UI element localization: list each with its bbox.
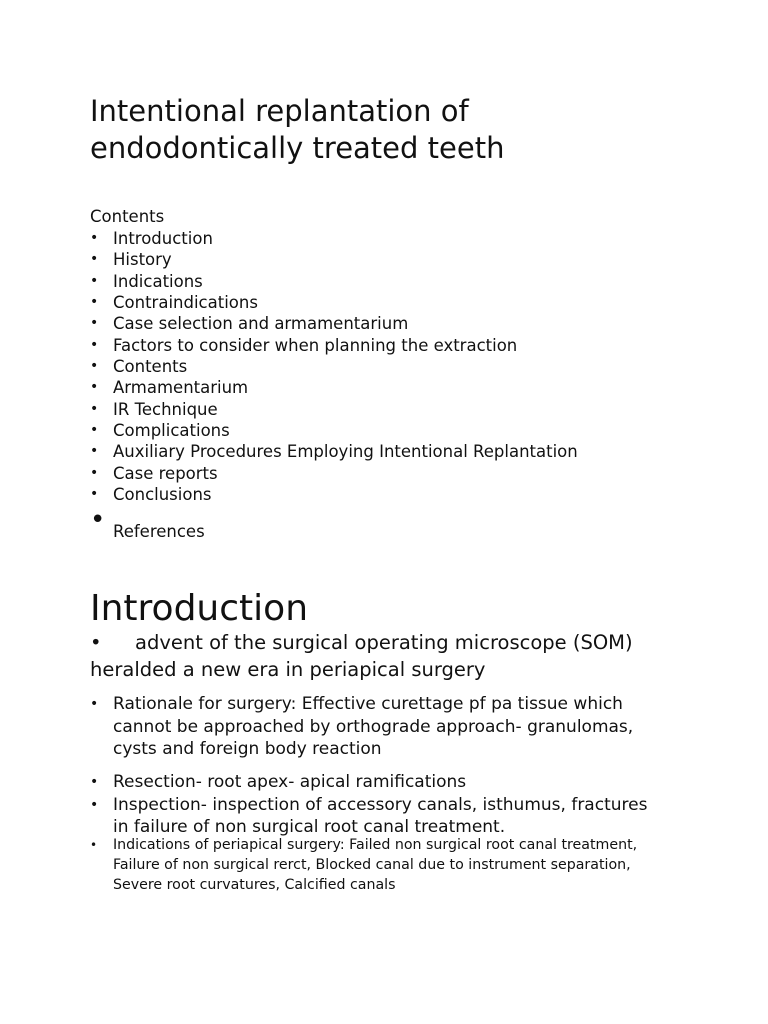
bullet-icon: • [90, 358, 99, 375]
bullet-icon: • [90, 336, 99, 353]
bullet-icon: • [90, 251, 99, 268]
contents-item-label: Indications [113, 271, 203, 291]
contents-item [90, 463, 578, 484]
contents-item [90, 356, 578, 377]
contents-item-label: Factors to consider when planning the extraction [113, 335, 518, 355]
bullet-icon: • [90, 796, 99, 813]
bullet-icon: • [90, 230, 99, 246]
rationale-line-1: Rationale for surgery: Effective curettage pf pa tissue which [113, 694, 623, 714]
contents-item-label: Introduction [113, 229, 213, 248]
intro-lead-line [90, 629, 690, 656]
intro-lead-continuation: heralded a new era in periapical surgery [90, 658, 486, 681]
intro-bullet-list [90, 771, 690, 839]
contents-label: Contents [90, 207, 165, 226]
contents-item-label: Complications [113, 421, 230, 441]
bullet-icon: • [90, 272, 99, 289]
intro-bullet-list [90, 693, 690, 761]
indications-line-1: Indications of periapical surgery: Failed non surgical root canal treatment, [113, 837, 638, 853]
contents-item-label: Armamentarium [113, 378, 249, 398]
contents-item [90, 377, 578, 398]
bullet-icon: • [90, 486, 99, 503]
contents-item [90, 292, 578, 313]
contents-item-label: Case reports [113, 463, 218, 483]
bullet-icon: • [90, 631, 102, 654]
rationale-line-3: cysts and foreign body reaction [113, 739, 382, 759]
contents-item [90, 249, 578, 270]
bullet-icon: • [90, 696, 99, 712]
intro-bullet-list [90, 835, 690, 895]
contents-item-label: Case selection and armamentarium [113, 314, 409, 334]
contents-item-label: Conclusions [113, 485, 212, 505]
list-item-indications [90, 835, 690, 895]
contents-item [90, 313, 578, 334]
indications-line-2: Failure of non surgical rerct, Blocked canal due to instrument separation, [113, 857, 631, 873]
contents-item [90, 271, 578, 292]
resection-line: Resection- root apex- apical ramifications [113, 772, 467, 792]
contents-item [90, 420, 578, 441]
list-item-rationale [90, 693, 690, 761]
inspection-line-1: Inspection- inspection of accessory canals, isthumus, fractures [113, 794, 648, 815]
contents-item-label: Auxiliary Procedures Employing Intentional Replantation [113, 442, 578, 462]
bullet-icon: • [90, 379, 99, 396]
bullet-icon: • [90, 774, 99, 790]
document-title [90, 93, 690, 167]
bullet-icon: • [90, 294, 99, 311]
contents-item [90, 335, 578, 356]
contents-item-label: Contents [113, 357, 188, 377]
intro-lead-text: advent of the surgical operating microscope (SOM) [135, 631, 633, 654]
section-heading-introduction: Introduction [90, 588, 309, 629]
contents-item [90, 441, 578, 462]
contents-item-label: History [113, 250, 172, 270]
inspection-line-2: in failure of non surgical root canal treatment. [113, 817, 506, 837]
bullet-icon: • [90, 464, 99, 481]
contents-item-label: IR Technique [113, 399, 218, 419]
contents-item-label: Contraindications [113, 293, 258, 313]
rationale-line-2: cannot be approached by orthograde approach- granulomas, [113, 716, 634, 737]
contents-item [90, 484, 578, 505]
title-line-1: Intentional replantation of [90, 94, 469, 128]
intro-paragraph [90, 629, 690, 683]
bullet-icon: • [90, 443, 99, 460]
indications-line-3: Severe root curvatures, Calcified canals [113, 877, 396, 893]
bullet-icon: • [90, 422, 99, 439]
contents-item [90, 399, 578, 420]
contents-item-label: References [113, 522, 205, 541]
contents-item [90, 228, 578, 249]
title-line-2: endodontically treated teeth [90, 131, 505, 165]
bullet-icon: • [90, 315, 99, 332]
bullet-icon: • [90, 838, 98, 852]
bullet-icon: • [90, 505, 106, 535]
bullet-icon: • [90, 400, 99, 417]
list-item-resection [90, 771, 690, 794]
contents-item-references [90, 505, 205, 542]
list-item-inspection [90, 794, 690, 839]
contents-list [90, 228, 578, 505]
